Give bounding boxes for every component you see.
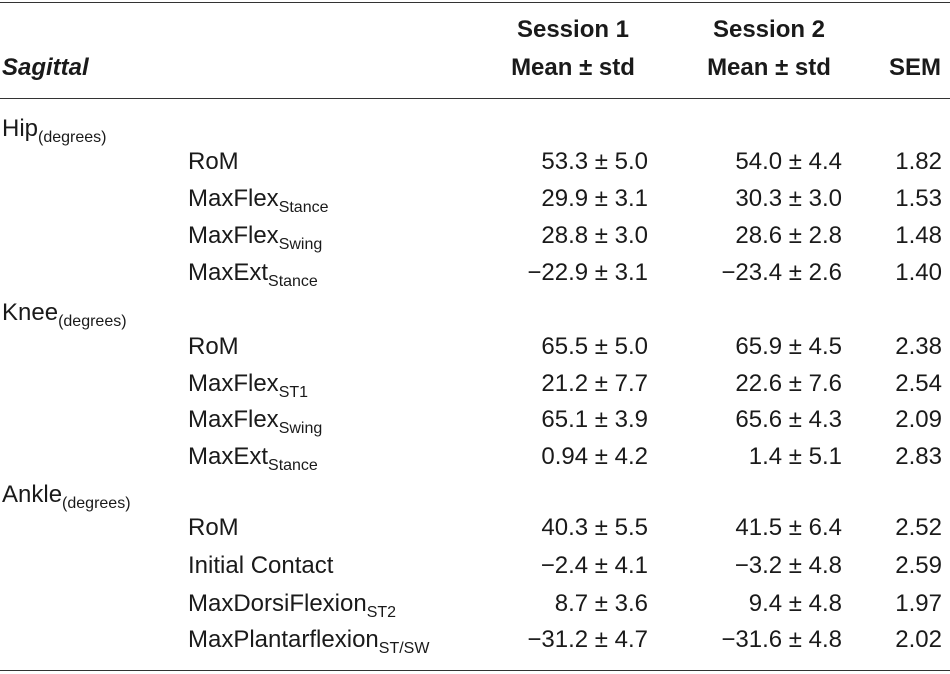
sem-value: 1.40 [895, 259, 942, 286]
session1-value: 53.3 ± 5.0 [541, 148, 648, 175]
table-row: Initial Contact [188, 552, 334, 579]
table-row: RoM [188, 333, 239, 360]
session1-value: 8.7 ± 3.6 [554, 590, 648, 617]
group-label-knee: Knee$_{(degrees)}$ [2, 299, 127, 330]
sem-value: 2.38 [895, 333, 942, 360]
session2-value: 28.6 ± 2.8 [735, 222, 842, 249]
sem-value: 1.53 [895, 185, 942, 212]
sem-value: 1.48 [895, 222, 942, 249]
sem-value: 2.59 [895, 552, 942, 579]
sem-value: 2.54 [895, 370, 942, 397]
session2-value: 65.9 ± 4.5 [735, 333, 842, 360]
table-row: RoM [188, 514, 239, 541]
group-label-ankle: Ankle$_{(degrees)}$ [2, 481, 131, 512]
session1-value: 65.5 ± 5.0 [541, 333, 648, 360]
session1-value: 40.3 ± 5.5 [541, 514, 648, 541]
table-row: MaxFlex$_{Stance}$ [188, 185, 329, 216]
session1-subheader: Mean ± std [511, 54, 635, 81]
top-rule [0, 2, 950, 3]
session2-value: −3.2 ± 4.8 [734, 552, 842, 579]
header-rule [0, 98, 950, 99]
table-row: MaxFlex$_{Swing}$ [188, 222, 323, 253]
session2-value: −23.4 ± 2.6 [721, 259, 842, 286]
session2-value: 1.4 ± 5.1 [748, 443, 842, 470]
session1-value: 21.2 ± 7.7 [541, 370, 648, 397]
session2-value: 9.4 ± 4.8 [748, 590, 842, 617]
session2-subheader: Mean ± std [707, 54, 831, 81]
table-row: RoM [188, 148, 239, 175]
table-row: MaxExt$_{Stance}$ [188, 443, 318, 474]
table-row: MaxPlantarflexion$_{ST/SW}$ [188, 626, 430, 657]
session1-value: 29.9 ± 3.1 [541, 185, 648, 212]
session1-value: 65.1 ± 3.9 [541, 406, 648, 433]
sem-value: 2.09 [895, 406, 942, 433]
session1-header: Session 1 [516, 16, 630, 43]
table-row: MaxExt$_{Stance}$ [188, 259, 318, 290]
session1-value: 28.8 ± 3.0 [541, 222, 648, 249]
sem-header: SEM [888, 54, 941, 81]
sem-value: 2.52 [895, 514, 942, 541]
section-label: Sagittal [2, 54, 89, 81]
table-row: MaxDorsiFlexion$_{ST2}$ [188, 590, 397, 621]
session2-value: −31.6 ± 4.8 [721, 626, 842, 653]
session2-value: 22.6 ± 7.6 [735, 370, 842, 397]
session1-value: −2.4 ± 4.1 [540, 552, 648, 579]
session2-value: 65.6 ± 4.3 [735, 406, 842, 433]
session2-value: 41.5 ± 6.4 [735, 514, 842, 541]
session1-value: −31.2 ± 4.7 [527, 626, 648, 653]
session2-value: 30.3 ± 3.0 [735, 185, 842, 212]
sem-value: 2.02 [895, 626, 942, 653]
session2-header: Session 2 [712, 16, 826, 43]
bottom-rule [0, 670, 950, 671]
session1-value: 0.94 ± 4.2 [541, 443, 648, 470]
sem-value: 2.83 [895, 443, 942, 470]
group-label-hip: Hip$_{(degrees)}$ [2, 115, 107, 146]
session1-value: −22.9 ± 3.1 [527, 259, 648, 286]
table-row: MaxFlex$_{Swing}$ [188, 406, 323, 437]
table-row: MaxFlex$_{ST1}$ [188, 370, 309, 401]
sem-value: 1.97 [895, 590, 942, 617]
session2-value: 54.0 ± 4.4 [735, 148, 842, 175]
sem-value: 1.82 [895, 148, 942, 175]
